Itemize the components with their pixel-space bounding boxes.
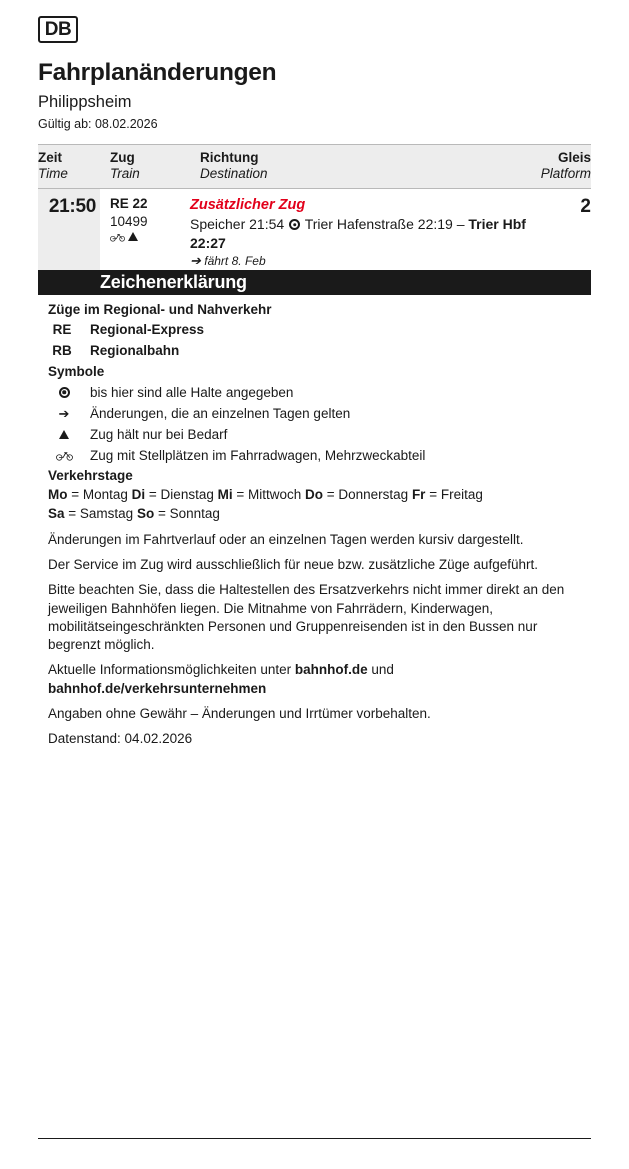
legend-key-re: RE (52, 321, 72, 337)
column-header-platform (537, 150, 591, 182)
legend-days-line-2 (38, 505, 591, 524)
day-name-di: = Dienstag (145, 487, 218, 503)
legend-symbol-all-stops-label: bis hier sind alle Halte angegeben (90, 384, 294, 400)
route-line (190, 215, 537, 253)
day-note (190, 254, 537, 270)
legend-body (38, 295, 591, 749)
bicycle-icon (110, 232, 125, 242)
page-title: Fahrplanänderungen (38, 59, 277, 86)
column-header-destination-de: Richtung (200, 150, 259, 166)
note-italic: Änderungen im Fahrtverlauf oder an einzelnen Tagen werden kursiv dargestellt. (48, 532, 524, 547)
legend-days-heading: Verkehrstage (48, 467, 133, 483)
day-name-fr: = Freitag (425, 487, 483, 503)
column-header-train-en: Train (110, 166, 140, 182)
timetable (38, 144, 591, 269)
note-info (38, 661, 591, 697)
legend-symbol-bicycle (38, 445, 591, 466)
day-abbr-di: Di (131, 487, 146, 503)
train-attribute-icons (110, 232, 180, 242)
request-stop-icon (38, 424, 90, 445)
route-destination: Trier Hbf 22:27 (190, 216, 526, 252)
day-abbr-mi: Mi (217, 487, 233, 503)
note-disclaimer: Angaben ohne Gewähr – Änderungen und Irrtümer vorbehalten. (48, 705, 431, 721)
link-bahnhof-de-verkehrsunternehmen[interactable]: bahnhof.de/verkehrsunternehmen (48, 680, 267, 696)
footer-divider (38, 1138, 591, 1139)
day-abbr-fr: Fr (411, 487, 426, 503)
day-abbr-so: So (136, 506, 155, 522)
legend-item-re (38, 320, 591, 341)
bicycle-icon (38, 445, 90, 466)
legend-banner (38, 270, 591, 295)
table-header-row (38, 144, 591, 189)
station-name: Philippsheim (38, 92, 132, 111)
note-data-status: Datenstand: 04.02.2026 (48, 730, 193, 746)
legend-symbol-all-stops (38, 382, 591, 403)
column-header-time-de: Zeit (38, 150, 63, 166)
legend-value-rb: Regionalbahn (90, 342, 180, 358)
legend-value-re: Regional-Express (90, 321, 205, 337)
valid-from-label: Gültig ab: 08.02.2026 (38, 116, 158, 131)
legend-symbol-arrow (38, 403, 591, 424)
column-header-platform-en: Platform (540, 166, 591, 182)
day-abbr-mo: Mo (48, 487, 68, 503)
link-bahnhof-de[interactable]: bahnhof.de (294, 662, 368, 678)
column-header-time-en: Time (38, 166, 68, 182)
column-header-train (100, 150, 190, 182)
arrow-right-icon: ➔ (190, 253, 201, 269)
column-header-destination (190, 150, 537, 182)
legend-trains-heading: Züge im Regional- und Nahverkehr (48, 301, 272, 317)
note-replacement: Bitte beachten Sie, dass die Haltestellen des Ersatzverkehrs nicht immer direkt an den jeweiligen Bahnhöfen liegen. Die Mitnahme von Fahrrädern, Kinderwagen, mobilitätseingeschränkten Personen und Gruppenreisenden ist in den Bussen nur begrenzt möglich. (48, 582, 565, 653)
legend-symbol-arrow-label: Änderungen, die an einzelnen Tagen gelten (90, 405, 351, 421)
db-logo (38, 16, 78, 43)
table-row (38, 189, 591, 270)
note-info-middle: und (367, 662, 394, 678)
departure-time: 21:50 (38, 189, 100, 270)
legend-banner-title: Zeichenerklärung (100, 272, 247, 293)
legend-symbol-bicycle-label: Zug mit Stellplätzen im Fahrradwagen, Mehrzweckabteil (90, 447, 426, 463)
all-stops-icon (289, 219, 300, 230)
day-name-mo: = Montag (67, 487, 132, 503)
request-stop-icon (128, 232, 138, 241)
day-name-sa: = Samstag (64, 506, 137, 522)
train-category: RE 22 (110, 196, 148, 212)
note-info-prefix: Aktuelle Informationsmöglichkeiten unter (48, 662, 295, 678)
legend-days-line-1 (38, 486, 591, 505)
day-abbr-sa: Sa (48, 506, 65, 522)
route-prefix: Speicher 21:54 (190, 216, 289, 233)
day-name-do: = Donnerstag (323, 487, 412, 503)
day-name-mi: = Mittwoch (232, 487, 305, 503)
column-header-destination-en: Destination (200, 166, 268, 182)
column-header-time (38, 150, 100, 182)
db-logo-text: DB (44, 19, 72, 40)
additional-train-notice: Zusätzlicher Zug (190, 197, 306, 214)
train-number: 10499 (110, 214, 148, 229)
legend-item-rb (38, 341, 591, 362)
day-note-text: fährt 8. Feb (204, 254, 266, 269)
day-name-so: = Sonntag (154, 506, 220, 522)
legend-symbol-request-stop-label: Zug hält nur bei Bedarf (90, 426, 228, 442)
all-stops-icon (38, 382, 90, 403)
day-abbr-do: Do (305, 487, 323, 503)
column-header-train-de: Zug (110, 150, 135, 166)
destination-cell (180, 189, 537, 270)
arrow-right-icon: ➔ (58, 405, 70, 421)
legend-key-rb: RB (52, 342, 72, 358)
legend-symbols-heading: Symbole (48, 363, 105, 379)
note-service: Der Service im Zug wird ausschließlich für neue bzw. zusätzliche Züge aufgeführt. (48, 557, 538, 573)
platform-number: 2 (580, 196, 591, 218)
column-header-platform-de: Gleis (557, 150, 591, 166)
train-cell (100, 189, 180, 270)
route-middle: Trier Hafenstraße 22:19 – (301, 216, 469, 233)
legend-symbol-request-stop (38, 424, 591, 445)
